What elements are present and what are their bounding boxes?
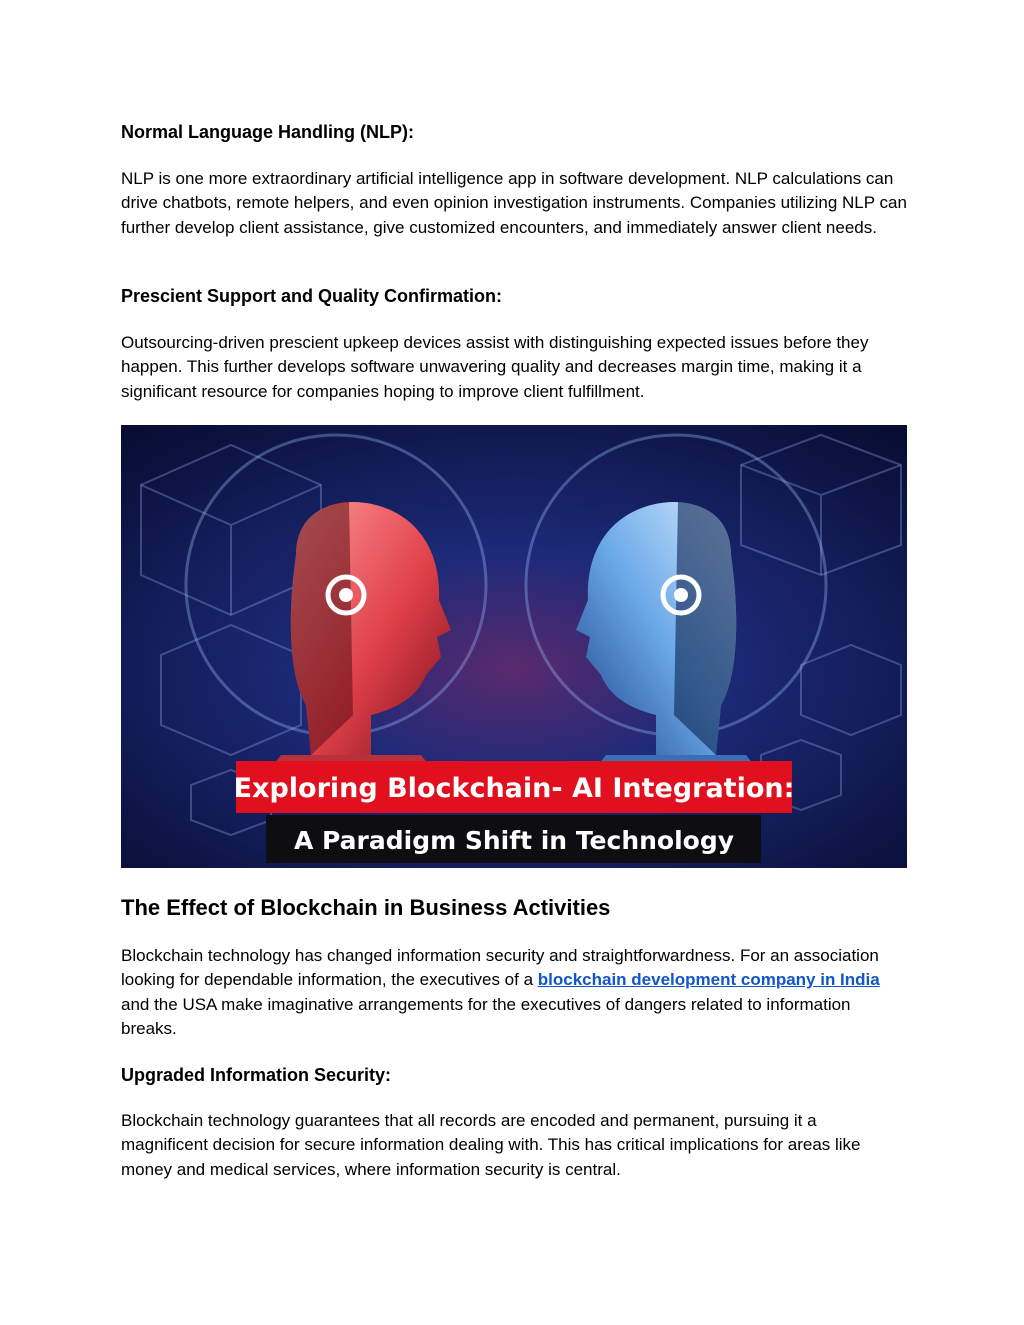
banner-title-line2: A Paradigm Shift in Technology [293, 826, 735, 855]
blockchain-section-body [121, 944, 907, 1041]
hero-image [121, 425, 907, 868]
blockchain-body-before: Blockchain technology has changed information security and straightforwardness. For an association looking for dependable information, the executives of a [121, 946, 879, 990]
section-body-nlp: NLP is one more extraordinary artificial intelligence app in software development. NLP calculations can drive chatbots, remote helpers, and even opinion investigation instruments. Companies utilizing NLP can further develop client assistance, give customized encounters, and immediately answer client needs. [121, 169, 907, 237]
blockchain-company-link[interactable]: blockchain development company in India [537, 970, 880, 990]
section-body-prescient-support: Outsourcing-driven prescient upkeep devices assist with distinguishing expected issues before they happen. This further develops software unwavering quality and decreases margin time, making it a significant resource for companies hoping to improve client fulfillment. [121, 333, 869, 401]
robot-faces-illustration [121, 425, 907, 868]
section-heading-upgraded-security: Upgraded Information Security: [121, 1065, 392, 1085]
blockchain-body-after: and the USA make imaginative arrangements for the executives of dangers related to information breaks. [121, 994, 851, 1038]
blockchain-section-title: The Effect of Blockchain in Business Activities [121, 895, 611, 920]
section-heading-prescient-support: Prescient Support and Quality Confirmation: [121, 286, 503, 306]
section-heading-nlp: Normal Language Handling (NLP): [121, 122, 415, 142]
banner-title-line1: Exploring Blockchain- AI Integration: [233, 773, 795, 804]
section-body-upgraded-security: Blockchain technology guarantees that all records are encoded and permanent, pursuing it a magnificent decision for secure information dealing with. This has critical implications for areas like money and medical services, where information security is central. [121, 1111, 861, 1179]
